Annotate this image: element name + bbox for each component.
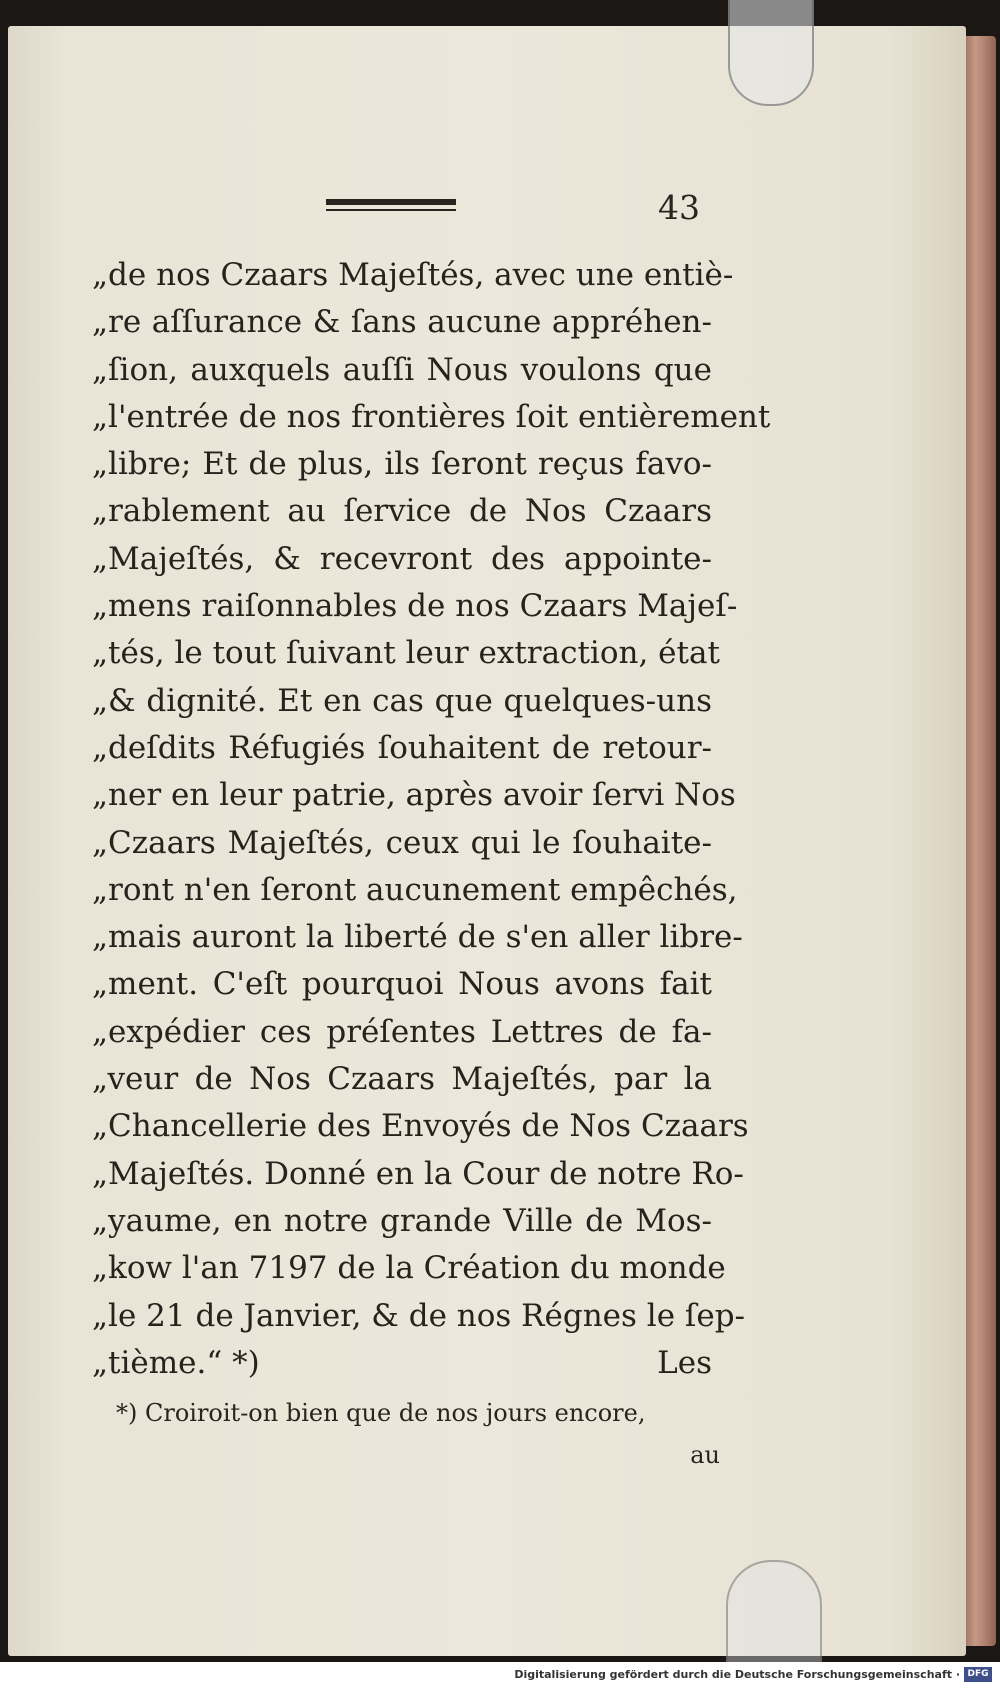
text-line: „mens raiſonnables de nos Czaars Majeſ-: [92, 588, 738, 625]
text-line: „ſion, auxquels auſſi Nous voulons que: [92, 351, 712, 388]
text-line: „ront n'en ſeront aucunement empêchés,: [92, 871, 738, 908]
header-rule-thin: [326, 209, 456, 211]
header-rule-thick: [326, 199, 456, 205]
text-line: „kow l'an 7197 de la Création du monde: [92, 1250, 726, 1287]
text-line: „Majeſtés. Donné en la Cour de notre Ro-: [92, 1155, 744, 1192]
text-line: „Chancellerie des Envoyés de Nos Czaars: [92, 1108, 749, 1145]
text-line: „de nos Czaars Majeſtés, avec une entiè-: [92, 257, 734, 293]
text-line: „Majeſtés, & recevront des appointe-: [92, 540, 712, 577]
page-edge: [966, 36, 996, 1646]
text-line: „tième.“ *): [92, 1344, 260, 1381]
text-line: „yaume, en notre grande Ville de Mos-: [92, 1202, 712, 1239]
text-line: „re aſſurance & ſans aucune appréhen-: [92, 304, 712, 341]
text-line: „rablement au ſervice de Nos Czaars: [92, 493, 712, 530]
credit-text: Digitalisierung gefördert durch die Deutsche Forschungsgemeinschaft ·: [514, 1668, 960, 1681]
footnote: [116, 1392, 720, 1476]
text-line: „l'entrée de nos frontières ſoit entièrement: [92, 398, 771, 435]
text-line: „ment. C'eſt pourquoi Nous avons fait: [92, 966, 712, 1003]
top-page-clip: [728, 0, 814, 106]
text-line: „& dignité. Et en cas que quelques-uns: [92, 682, 712, 719]
text-line: „mais auront la liberté de s'en aller libre-: [92, 919, 743, 956]
dfg-logo: DFG: [964, 1667, 992, 1682]
page-number: 43: [658, 188, 700, 227]
text-line: „libre; Et de plus, ils ſeront reçus favo-: [92, 446, 712, 483]
digitization-credit-bar: [0, 1662, 1000, 1689]
text-line: „Czaars Majeſtés, ceux qui le ſouhaite-: [92, 824, 712, 861]
text-line: „veur de Nos Czaars Majeſtés, par la: [92, 1061, 712, 1098]
bottom-page-clip: [726, 1560, 822, 1672]
text-line-with-catchword: [92, 1340, 712, 1387]
text-line: „le 21 de Janvier, & de nos Régnes le ſep-: [92, 1297, 746, 1334]
text-line: „expédier ces préſentes Lettres de fa-: [92, 1013, 712, 1050]
text-line: „ner en leur patrie, après avoir ſervi Nos: [92, 777, 736, 814]
text-line: „deſdits Réfugiés ſouhaitent de retour-: [92, 729, 712, 766]
footnote-catchword: au: [690, 1441, 720, 1469]
text-line: „tés, le tout ſuivant leur extraction, état: [92, 635, 720, 672]
catchword: Les: [657, 1344, 712, 1381]
footnote-line: *) Croiroit-on bien que de nos jours encore,: [116, 1399, 646, 1427]
body-text: [92, 252, 771, 1387]
